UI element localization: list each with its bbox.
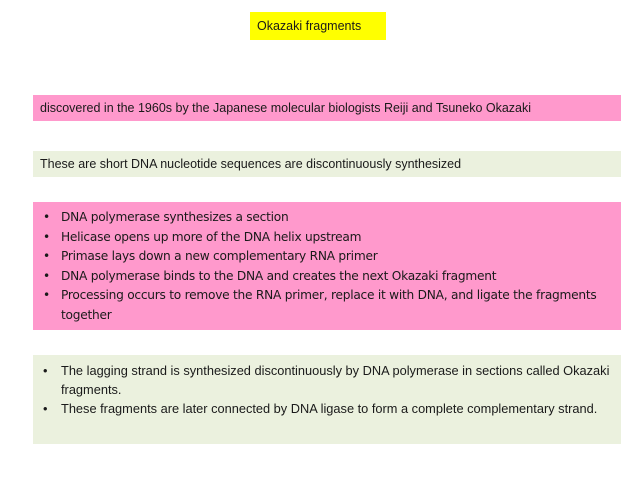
lagging-strand-list — [39, 361, 615, 418]
list-item — [39, 361, 615, 399]
process-steps-box — [33, 202, 621, 330]
definition-text: These are short DNA nucleotide sequences are discontinuously synthesized — [40, 157, 462, 171]
list-item — [39, 286, 615, 325]
list-item — [39, 267, 615, 287]
lagging-strand-box — [33, 355, 621, 444]
list-item-text: Processing occurs to remove the RNA primer, replace it with DNA, and ligate the fragments together — [61, 288, 597, 322]
list-item-text: Primase lays down a new complementary RNA primer — [61, 249, 378, 263]
list-item-text: DNA polymerase synthesizes a section — [61, 210, 289, 224]
list-item-text: These fragments are later connected by DNA ligase to form a complete complementary strand. — [61, 401, 598, 416]
list-item — [39, 399, 615, 418]
bullet-icon: • — [43, 229, 50, 244]
list-item-text: DNA polymerase binds to the DNA and creates the next Okazaki fragment — [61, 268, 497, 283]
list-item — [39, 247, 615, 267]
discovery-note-box — [33, 95, 621, 121]
bullet-icon: • — [43, 210, 50, 224]
process-steps-list — [39, 208, 615, 325]
list-item-text: Helicase opens up more of the DNA helix upstream — [61, 229, 362, 244]
list-item — [39, 228, 615, 248]
list-item — [39, 208, 615, 228]
list-item-text: The lagging strand is synthesized discontinuously by DNA polymerase in sections called Okazaki fragments. — [61, 363, 610, 397]
bullet-icon: • — [43, 401, 48, 416]
definition-box — [33, 151, 621, 177]
bullet-icon: • — [43, 288, 50, 302]
bullet-icon: • — [43, 363, 48, 378]
discovery-note-text: discovered in the 1960s by the Japanese molecular biologists Reiji and Tsuneko Okazaki — [40, 101, 532, 115]
slide-title: Okazaki fragments — [250, 12, 386, 40]
bullet-icon: • — [43, 268, 50, 283]
bullet-icon: • — [43, 249, 50, 263]
